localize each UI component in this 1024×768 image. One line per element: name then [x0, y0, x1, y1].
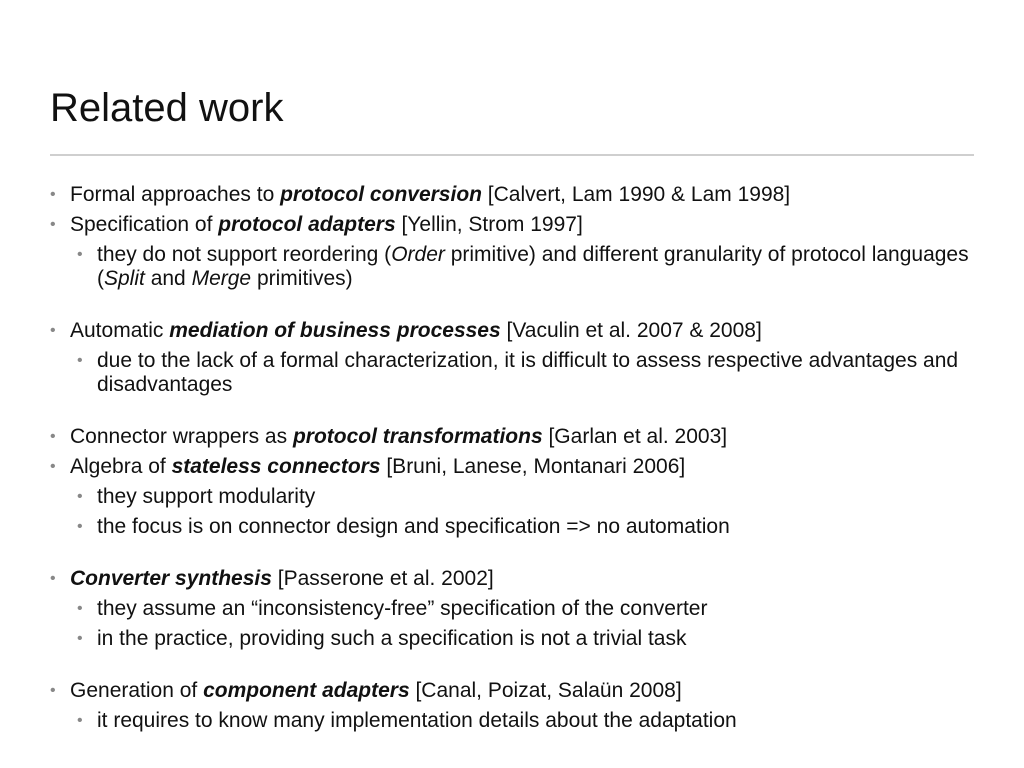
bullet-icon: •: [50, 458, 56, 475]
bullet-item: [50, 319, 990, 343]
sub-bullet-item: [77, 709, 990, 733]
item-text: they do not support reordering (: [97, 243, 392, 266]
item-emphasis: mediation of business processes: [169, 319, 501, 342]
bullet-icon: •: [50, 428, 56, 445]
bullet-icon: •: [77, 600, 83, 617]
bullet-icon: •: [50, 570, 56, 587]
sub-bullet-item: [77, 349, 990, 397]
item-text: primitives): [251, 267, 353, 290]
item-text: they assume an “inconsistency-free” specification of the converter: [97, 597, 708, 620]
sub-bullet-item: [77, 515, 990, 539]
item-text: primitive) and different granularity of protocol languages (: [97, 243, 969, 290]
bullet-icon: •: [77, 712, 83, 729]
item-emphasis: stateless connectors: [171, 455, 381, 478]
bullet-icon: •: [50, 682, 56, 699]
item-text: Generation of: [70, 679, 204, 702]
item-reference: [Bruni, Lanese, Montanari 2006]: [380, 455, 686, 478]
bullet-item: [50, 425, 990, 449]
item-reference: [Garlan et al. 2003]: [542, 425, 728, 448]
bullet-icon: •: [77, 518, 83, 535]
item-text: and: [144, 267, 192, 290]
bullet-item: [50, 679, 990, 703]
sub-bullet-item: [77, 597, 990, 621]
sub-bullet-item: [77, 627, 990, 651]
item-reference: [Vaculin et al. 2007 & 2008]: [500, 319, 762, 342]
title-divider: [50, 154, 974, 156]
item-text: it requires to know many implementation details about the adaptation: [97, 709, 737, 732]
bullet-icon: •: [50, 322, 56, 339]
bullet-item: [50, 455, 990, 479]
bullet-icon: •: [77, 246, 83, 263]
bullet-icon: •: [77, 630, 83, 647]
item-italic: Order: [391, 243, 445, 266]
bullet-icon: •: [50, 186, 56, 203]
item-text: in the practice, providing such a specification is not a trivial task: [97, 627, 687, 650]
item-text: Algebra of: [70, 455, 172, 478]
item-emphasis: protocol conversion: [280, 183, 482, 206]
item-emphasis: Converter synthesis: [70, 567, 272, 590]
item-text: they support modularity: [97, 485, 316, 508]
item-reference: [Canal, Poizat, Salaün 2008]: [409, 679, 682, 702]
bullet-icon: •: [77, 352, 83, 369]
item-text: the focus is on connector design and specification => no automation: [97, 515, 730, 538]
item-emphasis: protocol transformations: [292, 425, 543, 448]
sub-bullet-item: [77, 243, 990, 291]
bullet-list: [50, 183, 990, 733]
sub-bullet-item: [77, 485, 990, 509]
item-italic: Merge: [191, 267, 252, 290]
bullet-item: [50, 183, 990, 207]
item-italic: Split: [104, 267, 145, 290]
item-reference: [Passerone et al. 2002]: [271, 567, 494, 590]
bullet-item: [50, 213, 990, 237]
item-reference: [Yellin, Strom 1997]: [395, 213, 583, 236]
bullet-icon: •: [50, 216, 56, 233]
bullet-item: [50, 567, 990, 591]
item-emphasis: component adapters: [203, 679, 410, 702]
bullet-icon: •: [77, 488, 83, 505]
item-emphasis: protocol adapters: [218, 213, 396, 236]
item-text: Connector wrappers as: [70, 425, 293, 448]
item-text: due to the lack of a formal characterization, it is difficult to assess respective advantages and disadvantages: [97, 349, 959, 396]
item-reference: [Calvert, Lam 1990 & Lam 1998]: [481, 183, 791, 206]
item-text: Automatic: [70, 319, 170, 342]
slide-title: Related work: [50, 86, 284, 130]
item-text: Formal approaches to: [70, 183, 281, 206]
item-text: Specification of: [70, 213, 219, 236]
